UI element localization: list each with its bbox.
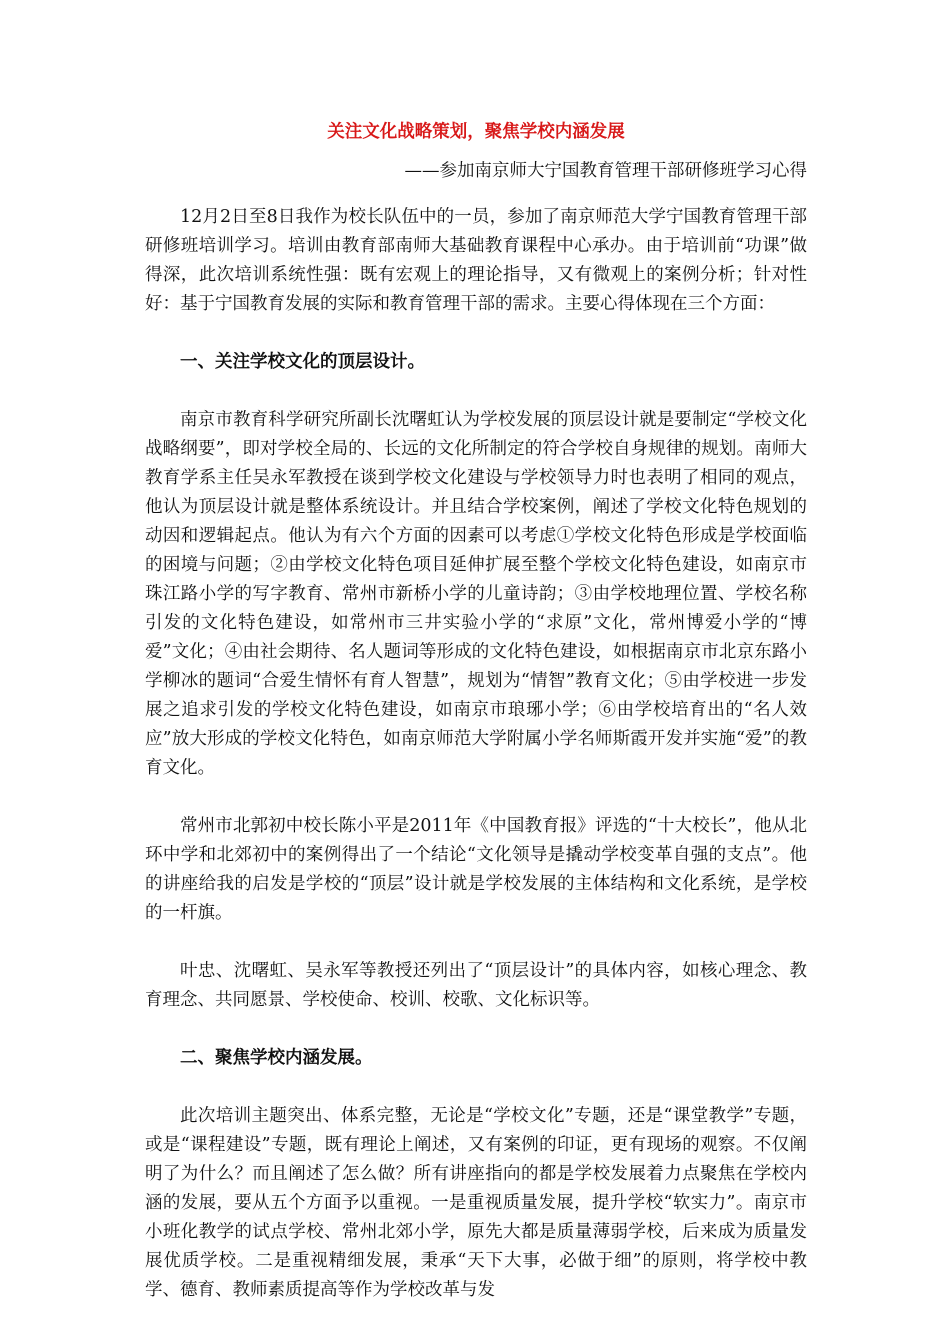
- section2-heading: 二、聚焦学校内涵发展。: [180, 1048, 373, 1068]
- section1-paragraph-3: 叶忠、沈曙虹、吴永军等教授还列出了“顶层设计”的具体内容，如核心理念、教育理念、共同愿景、学校使命、校训、校歌、文化标识等。: [145, 961, 807, 1010]
- section2-paragraph-1: 此次培训主题突出、体系完整，无论是“学校文化”专题，还是“课堂教学”专题，或是“课程建设”专题，既有理论上阐述，又有案例的印证，更有现场的观察。不仅阐明了为什么？而且阐述了怎么做？所有讲座指向的都是学校发展着力点聚焦在学校内涵的发展，要从五个方面予以重视。一是重视质量发展，提升学校“软实力”。南京市小班化教学的试点学校、常州北郊小学，原先大都是质量薄弱学校，后来成为质量发展优质学校。二是重视精细发展，秉承“天下大事，必做于细”的原则，将学校中教学、德育、教师素质提高等作为学校改革与发: [145, 1106, 807, 1300]
- intro-paragraph: 12月2日至8日我作为校长队伍中的一员，参加了南京师范大学宁国教育管理干部研修班培训学习。培训由教育部南师大基础教育课程中心承办。由于培训前“功课”做得深，此次培训系统性强：既有宏观上的理论指导，又有微观上的案例分析；针对性好：基于宁国教育发展的实际和教育管理干部的需求。主要心得体现在三个方面：: [145, 207, 807, 314]
- section1-paragraph-2: 常州市北郭初中校长陈小平是2011年《中国教育报》评选的“十大校长”，他从北环中学和北郊初中的案例得出了一个结论“文化领导是撬动学校变革自强的支点”。他的讲座给我的启发是学校的“顶层”设计就是学校发展的主体结构和文化系统，是学校的一杆旗。: [145, 816, 807, 923]
- section1-paragraph-1: 南京市教育科学研究所副长沈曙虹认为学校发展的顶层设计就是要制定“学校文化战略纲要”，即对学校全局的、长远的文化所制定的符合学校自身规律的规划。南师大教育学系主任吴永军教授在谈到学校文化建设与学校领导力时也表明了相同的观点，他认为顶层设计就是整体系统设计。并且结合学校案例，阐述了学校文化特色规划的动因和逻辑起点。他认为有六个方面的因素可以考虑①学校文化特色形成是学校面临的困境与问题；②由学校文化特色项目延伸扩展至整个学校文化特色建设，如南京市珠江路小学的写字教育、常州市新桥小学的儿童诗韵；③由学校地理位置、学校名称引发的文化特色建设，如常州市三井实验小学的“求原”文化，常州博爱小学的“博爱”文化；④由社会期待、名人题词等形成的文化特色建设，如根据南京市北京东路小学柳冰的题词“合爱生情怀有育人智慧”，规划为“情智”教育文化；⑤由学校进一步发展之追求引发的学校文化特色建设，如南京市琅琊小学；⑥由学校培育出的“名人效应”放大形成的学校文化特色，如南京师范大学附属小学名师斯霞开发并实施“爱”的教育文化。: [145, 410, 807, 778]
- document-page: [145, 118, 807, 1334]
- section1-heading: 一、关注学校文化的顶层设计。: [180, 352, 425, 372]
- document-title: 关注文化战略策划，聚焦学校内涵发展: [327, 122, 625, 142]
- document-subtitle: ——参加南京师大宁国教育管理干部研修班学习心得: [404, 161, 807, 181]
